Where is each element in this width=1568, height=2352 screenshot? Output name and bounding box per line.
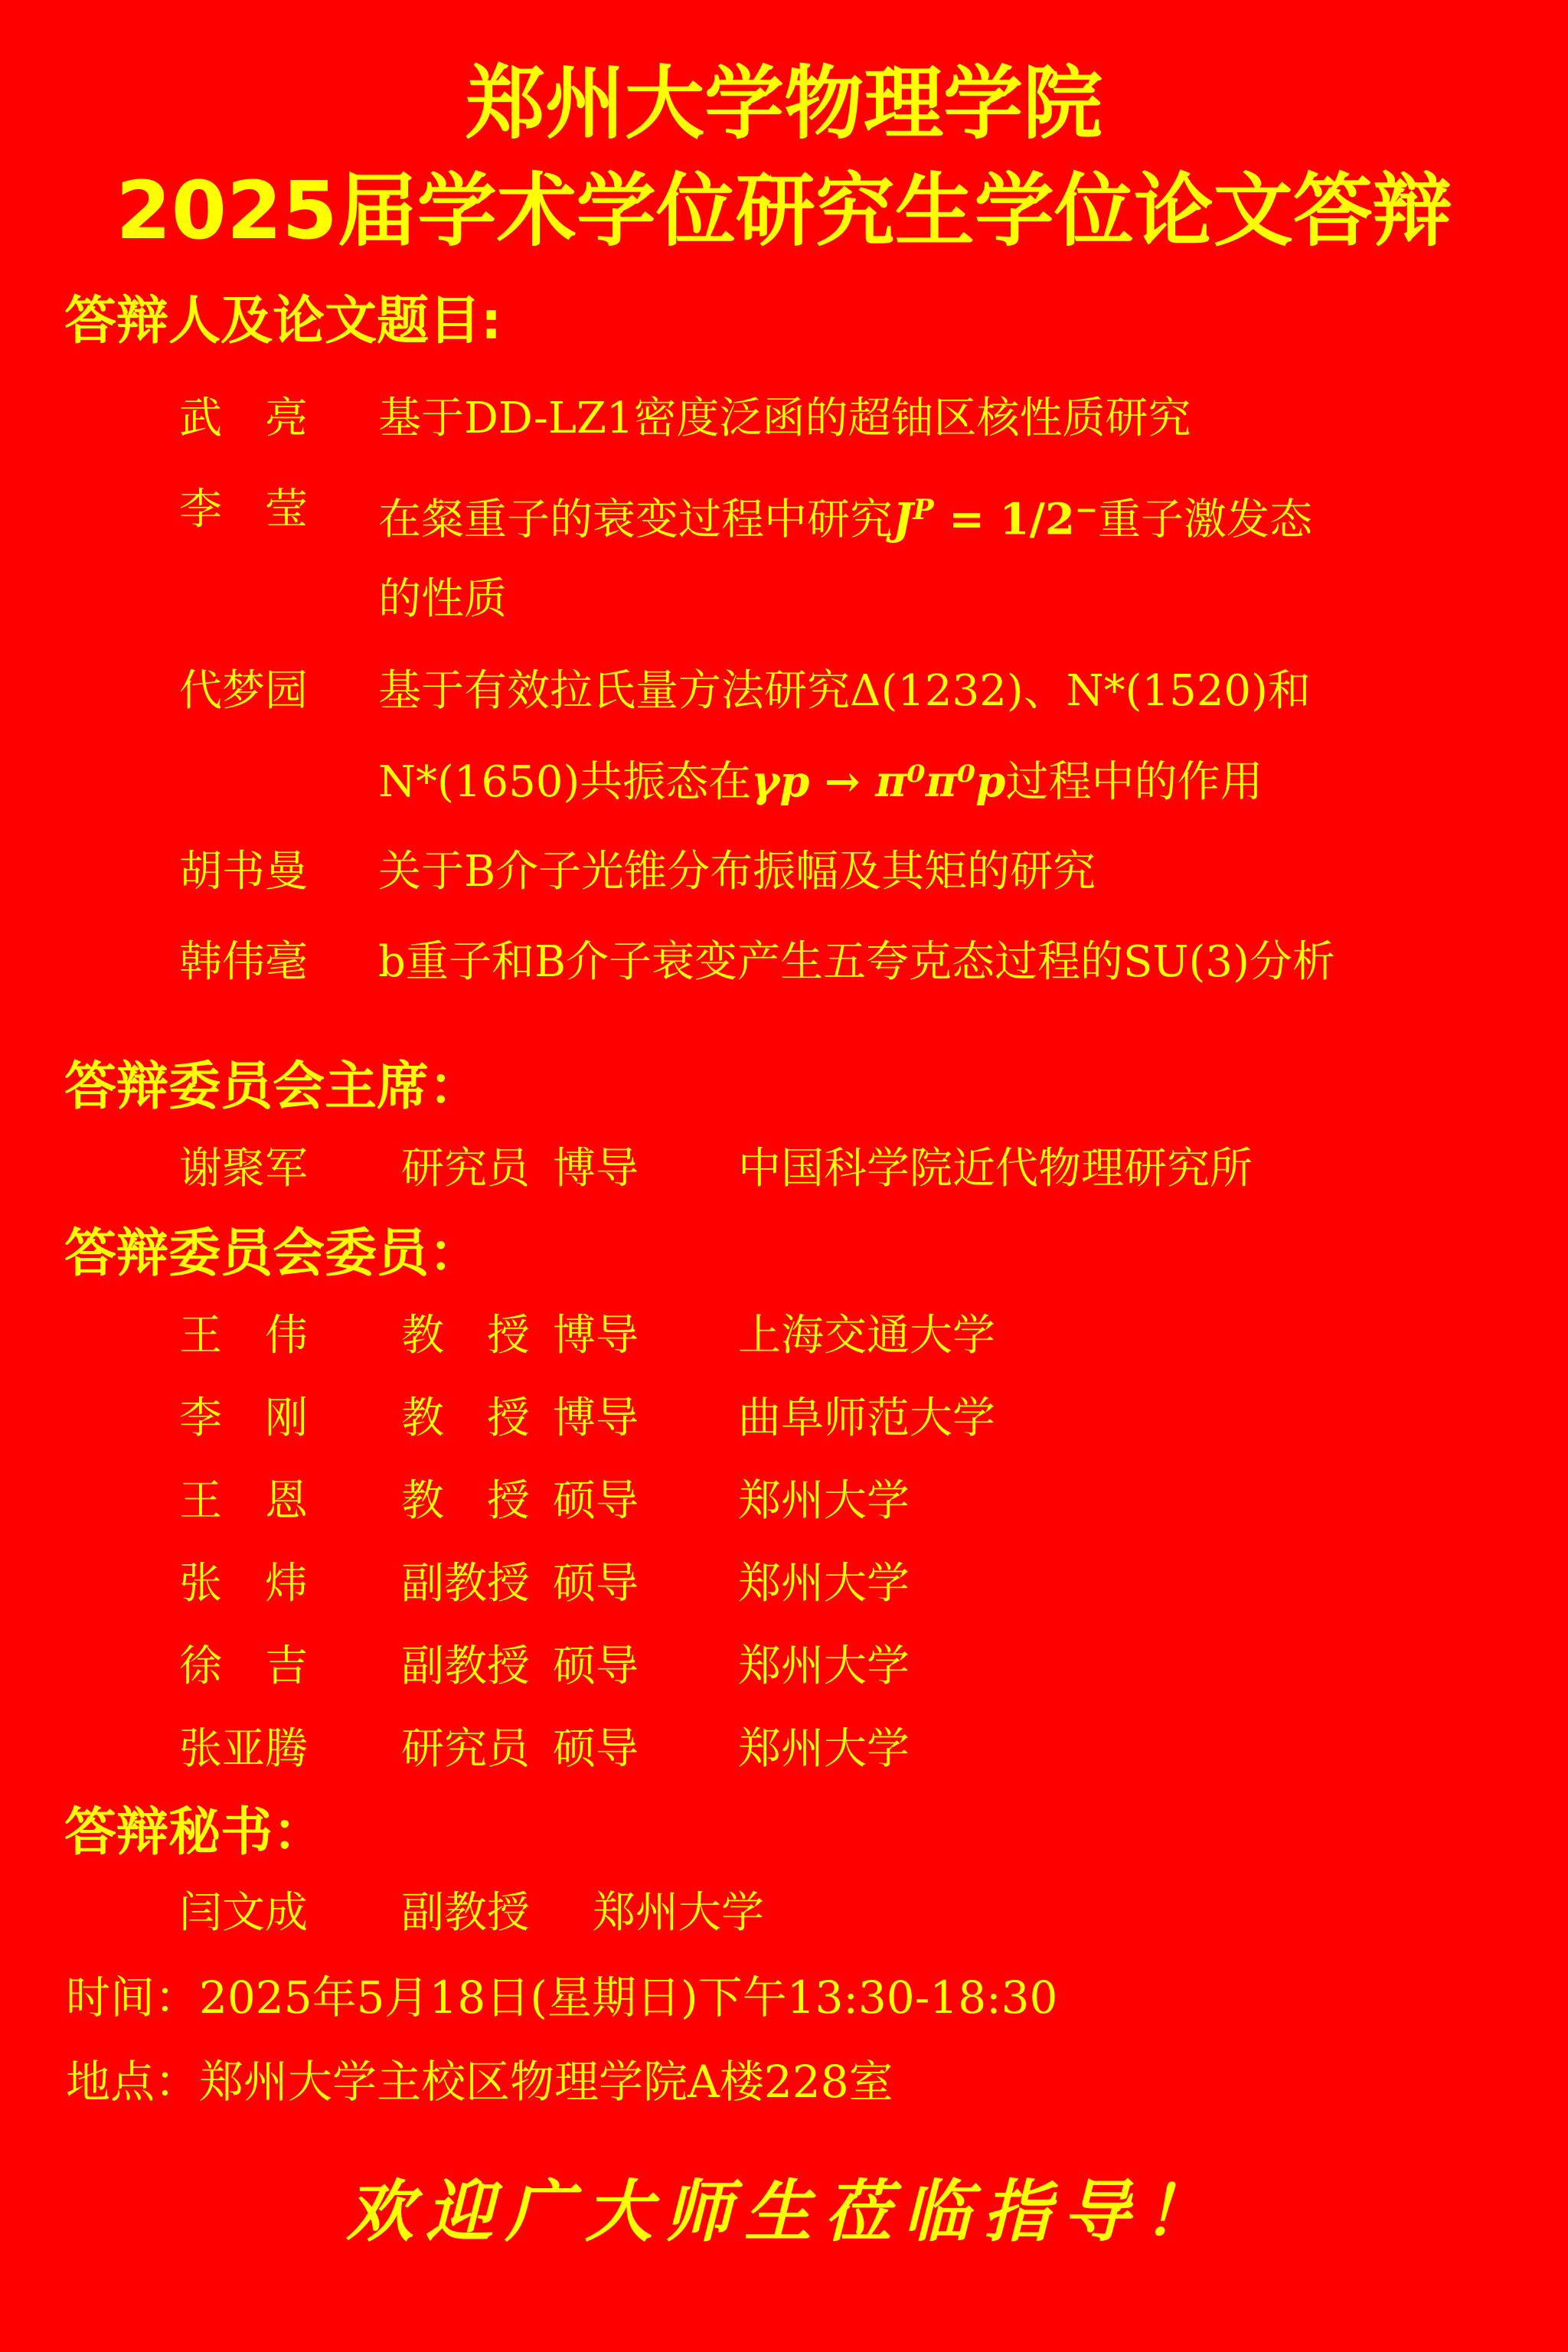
thesis-title-text: 在粲重子的衰变过程中研究 bbox=[378, 495, 893, 545]
candidate-name: 李 莹 bbox=[179, 485, 308, 534]
member-role: 博导 bbox=[553, 1393, 639, 1443]
thesis-title-text: 重子激发态 bbox=[1098, 495, 1313, 545]
thesis-title-text: N*(1650)共振态在 bbox=[378, 757, 752, 807]
member-rank: 教 授 bbox=[401, 1311, 530, 1361]
candidate-name: 武 亮 bbox=[179, 394, 308, 443]
thesis-title-math-value: = 1/2 bbox=[933, 494, 1075, 545]
thesis-title-continued: 的性质 bbox=[378, 574, 507, 624]
thesis-title bbox=[378, 485, 1312, 546]
member-rank: 教 授 bbox=[401, 1476, 530, 1526]
member-affiliation: 曲阜师范大学 bbox=[738, 1393, 995, 1443]
member-name: 张亚腾 bbox=[179, 1724, 308, 1774]
member-affiliation: 郑州大学 bbox=[738, 1476, 910, 1526]
member-affiliation: 郑州大学 bbox=[738, 1724, 910, 1774]
member-affiliation: 中国科学院近代物理研究所 bbox=[738, 1144, 1253, 1194]
candidate-name: 代梦园 bbox=[179, 666, 308, 716]
thesis-title: 基于有效拉氏量方法研究Δ(1232)、N*(1520)和 bbox=[378, 666, 1311, 716]
thesis-title: 基于DD-LZ1密度泛函的超铀区核性质研究 bbox=[378, 394, 1191, 443]
defense-location: 地点：郑州大学主校区物理学院A楼228室 bbox=[66, 2056, 893, 2108]
poster-title-line1: 郑州大学物理学院 bbox=[465, 57, 1102, 150]
member-role: 硕导 bbox=[553, 1476, 639, 1526]
member-role: 硕导 bbox=[553, 1642, 639, 1691]
member-rank: 副教授 bbox=[401, 1642, 530, 1691]
secretary-affiliation: 郑州大学 bbox=[593, 1888, 764, 1938]
candidate-name: 韩伟毫 bbox=[179, 937, 308, 987]
thesis-title-math-p: P bbox=[913, 494, 934, 526]
candidate-name: 胡书曼 bbox=[179, 847, 308, 897]
member-name: 徐 吉 bbox=[179, 1642, 308, 1691]
member-affiliation: 上海交通大学 bbox=[738, 1311, 995, 1361]
members-heading: 答辩委员会委员： bbox=[64, 1223, 482, 1284]
thesis-title: 关于B介子光锥分布振幅及其矩的研究 bbox=[378, 847, 1096, 897]
thesis-title-text: 过程中的作用 bbox=[1005, 757, 1263, 807]
member-affiliation: 郑州大学 bbox=[738, 1559, 910, 1609]
secretary-heading: 答辩秘书： bbox=[64, 1802, 325, 1863]
member-affiliation: 郑州大学 bbox=[738, 1642, 910, 1691]
member-rank: 研究员 bbox=[401, 1144, 530, 1194]
poster-title-line2: 2025届学术学位研究生学位论文答辩 bbox=[116, 164, 1452, 257]
secretary-name: 闫文成 bbox=[179, 1888, 308, 1938]
member-name: 王 伟 bbox=[179, 1311, 308, 1361]
member-name: 张 炜 bbox=[179, 1559, 308, 1609]
thesis-title: b重子和B介子衰变产生五夸克态过程的SU(3)分析 bbox=[378, 937, 1335, 987]
member-name: 王 恩 bbox=[179, 1476, 308, 1526]
thesis-title-math-parity: − bbox=[1074, 494, 1099, 526]
welcome-slogan: 欢迎广大师生莅临指导！ bbox=[345, 2171, 1222, 2251]
member-rank: 研究员 bbox=[401, 1724, 530, 1774]
member-role: 博导 bbox=[553, 1311, 639, 1361]
chair-heading: 答辩委员会主席： bbox=[64, 1057, 482, 1117]
member-role: 硕导 bbox=[553, 1559, 639, 1609]
member-rank: 副教授 bbox=[401, 1559, 530, 1609]
candidates-heading: 答辩人及论文题目: bbox=[64, 291, 502, 351]
member-rank: 教 授 bbox=[401, 1393, 530, 1443]
member-role: 硕导 bbox=[553, 1724, 639, 1774]
thesis-title-math: γp → π⁰π⁰p bbox=[751, 756, 1006, 807]
secretary-rank: 副教授 bbox=[401, 1888, 530, 1938]
member-name: 李 刚 bbox=[179, 1393, 308, 1443]
member-role: 博导 bbox=[553, 1144, 639, 1194]
defense-time: 时间：2025年5月18日(星期日)下午13:30-18:30 bbox=[66, 1971, 1058, 2024]
thesis-title-math-j: J bbox=[893, 494, 913, 545]
thesis-title-continued bbox=[378, 756, 1263, 808]
member-name: 谢聚军 bbox=[179, 1144, 308, 1194]
